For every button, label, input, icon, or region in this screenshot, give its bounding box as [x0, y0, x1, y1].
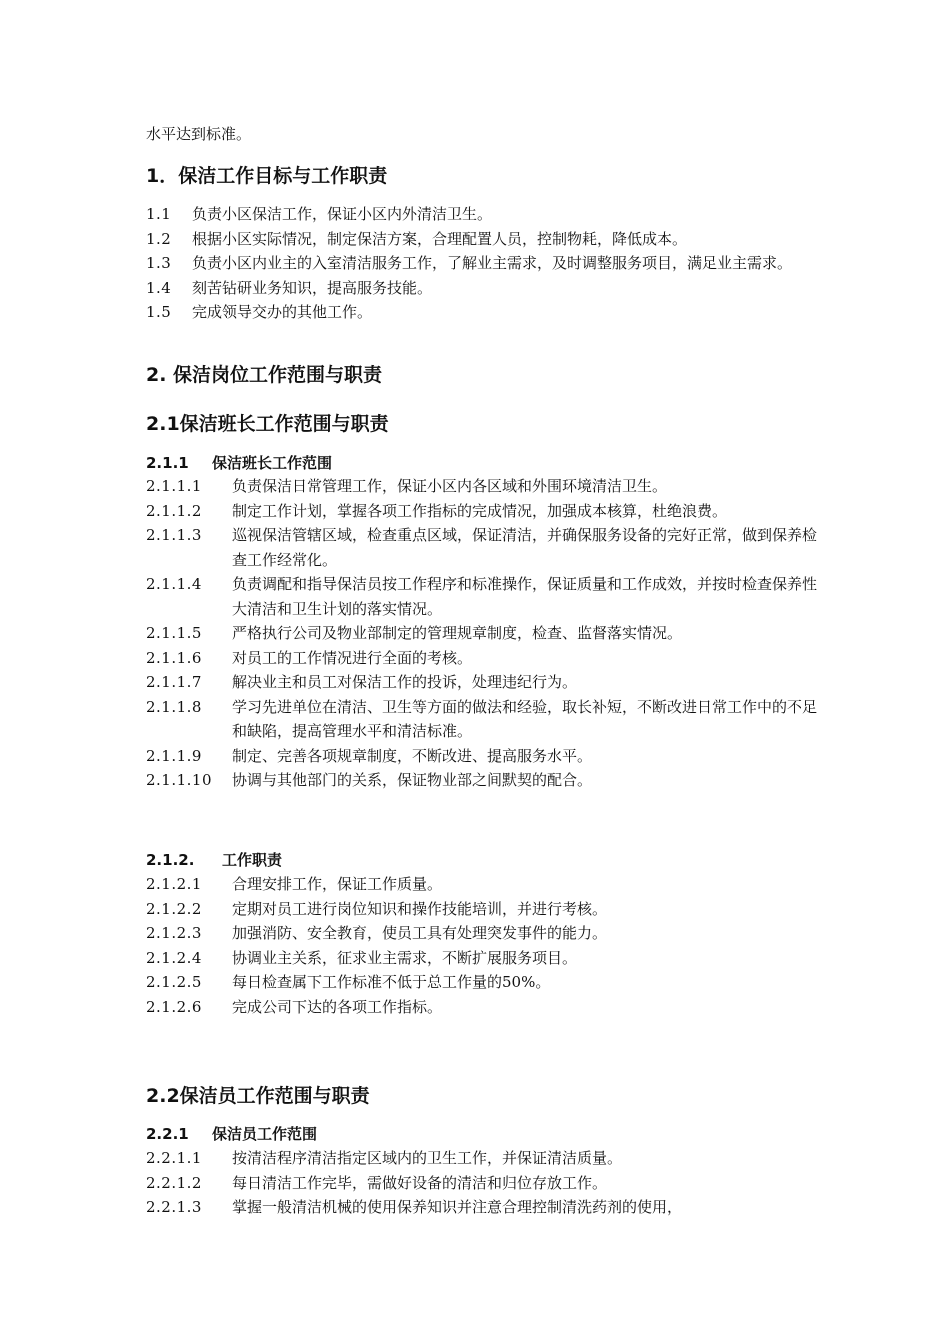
item-text: 学习先进单位在清洁、卫生等方面的做法和经验，取长补短，不断改进日常工作中的不足和缺陷，提高管理水平和清洁标准。 — [232, 697, 818, 740]
item-number: 2.1.2.5 — [146, 973, 202, 991]
item-text: 负责小区内业主的入室清洁服务工作，了解业主需求，及时调整服务项目，满足业主需求。 — [192, 254, 793, 272]
list-item — [146, 897, 822, 922]
item-text: 刻苦钻研业务知识，提高服务技能。 — [192, 278, 433, 297]
item-number: 2.1.1.4 — [146, 575, 202, 593]
subsection-2-1-heading: 2.1保洁班长工作范围与职责 — [146, 413, 389, 435]
list-item — [146, 227, 822, 252]
item-text: 制定、完善各项规章制度，不断改进、提高服务水平。 — [232, 746, 593, 765]
item-number: 2.1.1.2 — [146, 501, 202, 520]
item-text: 制定工作计划，掌握各项工作指标的完成情况，加强成本核算，杜绝浪费。 — [232, 501, 728, 520]
item-number: 2.1.1.6 — [146, 648, 202, 667]
heading-number: 2.1.2. — [146, 851, 195, 869]
section-2-2-1-list — [146, 1146, 822, 1220]
heading-title: 工作职责 — [222, 851, 283, 869]
subsection-2-2-heading: 2.2保洁员工作范围与职责 — [146, 1085, 370, 1107]
heading-number: 2.1.1 — [146, 454, 189, 472]
item-number: 2.1.2.1 — [146, 875, 202, 893]
item-number: 1.2 — [146, 229, 172, 248]
list-item — [146, 202, 822, 227]
item-number: 2.1.1.10 — [146, 771, 213, 789]
section-1-list — [146, 202, 822, 325]
item-number: 2.2.1.2 — [146, 1173, 202, 1192]
item-text: 定期对员工进行岗位知识和操作技能培训，并进行考核。 — [232, 899, 608, 918]
heading-title: 保洁员工作范围 — [212, 1125, 318, 1143]
item-number: 2.1.1.3 — [146, 526, 202, 544]
item-number: 2.1.2.3 — [146, 924, 202, 942]
item-number: 2.1.2.2 — [146, 899, 202, 918]
item-number: 1.5 — [146, 303, 172, 321]
item-text: 完成公司下达的各项工作指标。 — [232, 997, 443, 1016]
section-2-2-1-heading — [146, 1124, 317, 1144]
list-item — [146, 670, 822, 695]
item-number: 2.1.2.4 — [146, 948, 202, 967]
list-item — [146, 251, 822, 276]
section-2-1-2-list — [146, 872, 822, 1019]
intro-text: 水平达到标准。 — [146, 125, 252, 143]
heading-number: 2.2.1 — [146, 1125, 189, 1143]
section-2-1-1-heading — [146, 453, 332, 473]
item-text: 完成领导交办的其他工作。 — [192, 303, 373, 321]
item-text: 负责保洁日常管理工作，保证小区内各区域和外围环境清洁卫生。 — [232, 477, 668, 495]
list-item — [146, 474, 822, 499]
item-number: 2.1.1.1 — [146, 477, 202, 495]
item-text: 合理安排工作，保证工作质量。 — [232, 875, 443, 893]
item-text: 严格执行公司及物业部制定的管理规章制度，检查、监督落实情况。 — [232, 624, 683, 642]
item-number: 2.1.1.5 — [146, 624, 202, 642]
list-item — [146, 995, 822, 1020]
list-item — [146, 1195, 822, 1220]
section-2-heading: 2. 保洁岗位工作范围与职责 — [146, 364, 383, 386]
item-text: 协调业主关系，征求业主需求，不断扩展服务项目。 — [232, 948, 578, 967]
list-item — [146, 1146, 822, 1171]
item-number: 1.1 — [146, 205, 172, 223]
item-text: 加强消防、安全教育，使员工具有处理突发事件的能力。 — [232, 924, 608, 942]
heading-title: 保洁班长工作范围 — [212, 454, 333, 472]
item-text: 根据小区实际情况，制定保洁方案，合理配置人员，控制物耗，降低成本。 — [192, 229, 688, 248]
list-item — [146, 300, 822, 325]
item-text: 按清洁程序清洁指定区域内的卫生工作，并保证清洁质量。 — [232, 1149, 623, 1167]
list-item — [146, 523, 822, 572]
list-item — [146, 276, 822, 301]
list-item — [146, 946, 822, 971]
item-text: 掌握一般清洁机械的使用保养知识并注意合理控制清洗药剂的使用， — [232, 1198, 683, 1216]
list-item — [146, 621, 822, 646]
item-text: 负责小区保洁工作，保证小区内外清洁卫生。 — [192, 205, 493, 223]
list-item — [146, 768, 822, 793]
item-text: 巡视保洁管辖区域，检查重点区域，保证清洁，并确保服务设备的完好正常，做到保养检查工作经常化。 — [232, 526, 818, 569]
list-item — [146, 970, 822, 995]
item-number: 2.1.1.8 — [146, 697, 202, 716]
item-number: 1.3 — [146, 254, 172, 272]
item-text: 协调与其他部门的关系，保证物业部之间默契的配合。 — [232, 771, 593, 789]
list-item — [146, 695, 822, 744]
list-item — [146, 646, 822, 671]
item-number: 2.1.1.7 — [146, 673, 202, 691]
item-number: 2.2.1.3 — [146, 1198, 202, 1216]
list-item — [146, 921, 822, 946]
item-text: 每日清洁工作完毕，需做好设备的清洁和归位存放工作。 — [232, 1173, 608, 1192]
section-1-heading: 1．保洁工作目标与工作职责 — [146, 165, 388, 187]
item-text: 每日检查属下工作标准不低于总工作量的50%。 — [232, 973, 551, 991]
list-item — [146, 499, 822, 524]
item-number: 2.1.1.9 — [146, 746, 202, 765]
list-item — [146, 1171, 822, 1196]
list-item — [146, 572, 822, 621]
item-text: 对员工的工作情况进行全面的考核。 — [232, 648, 473, 667]
item-number: 1.4 — [146, 278, 172, 297]
item-number: 2.1.2.6 — [146, 997, 202, 1016]
item-number: 2.2.1.1 — [146, 1149, 202, 1167]
list-item — [146, 744, 822, 769]
section-2-1-2-heading — [146, 850, 282, 870]
list-item — [146, 872, 822, 897]
section-2-1-1-list — [146, 474, 822, 793]
item-text: 负责调配和指导保洁员按工作程序和标准操作，保证质量和工作成效，并按时检查保养性大清洁和卫生计划的落实情况。 — [232, 575, 818, 618]
item-text: 解决业主和员工对保洁工作的投诉，处理违纪行为。 — [232, 673, 578, 691]
